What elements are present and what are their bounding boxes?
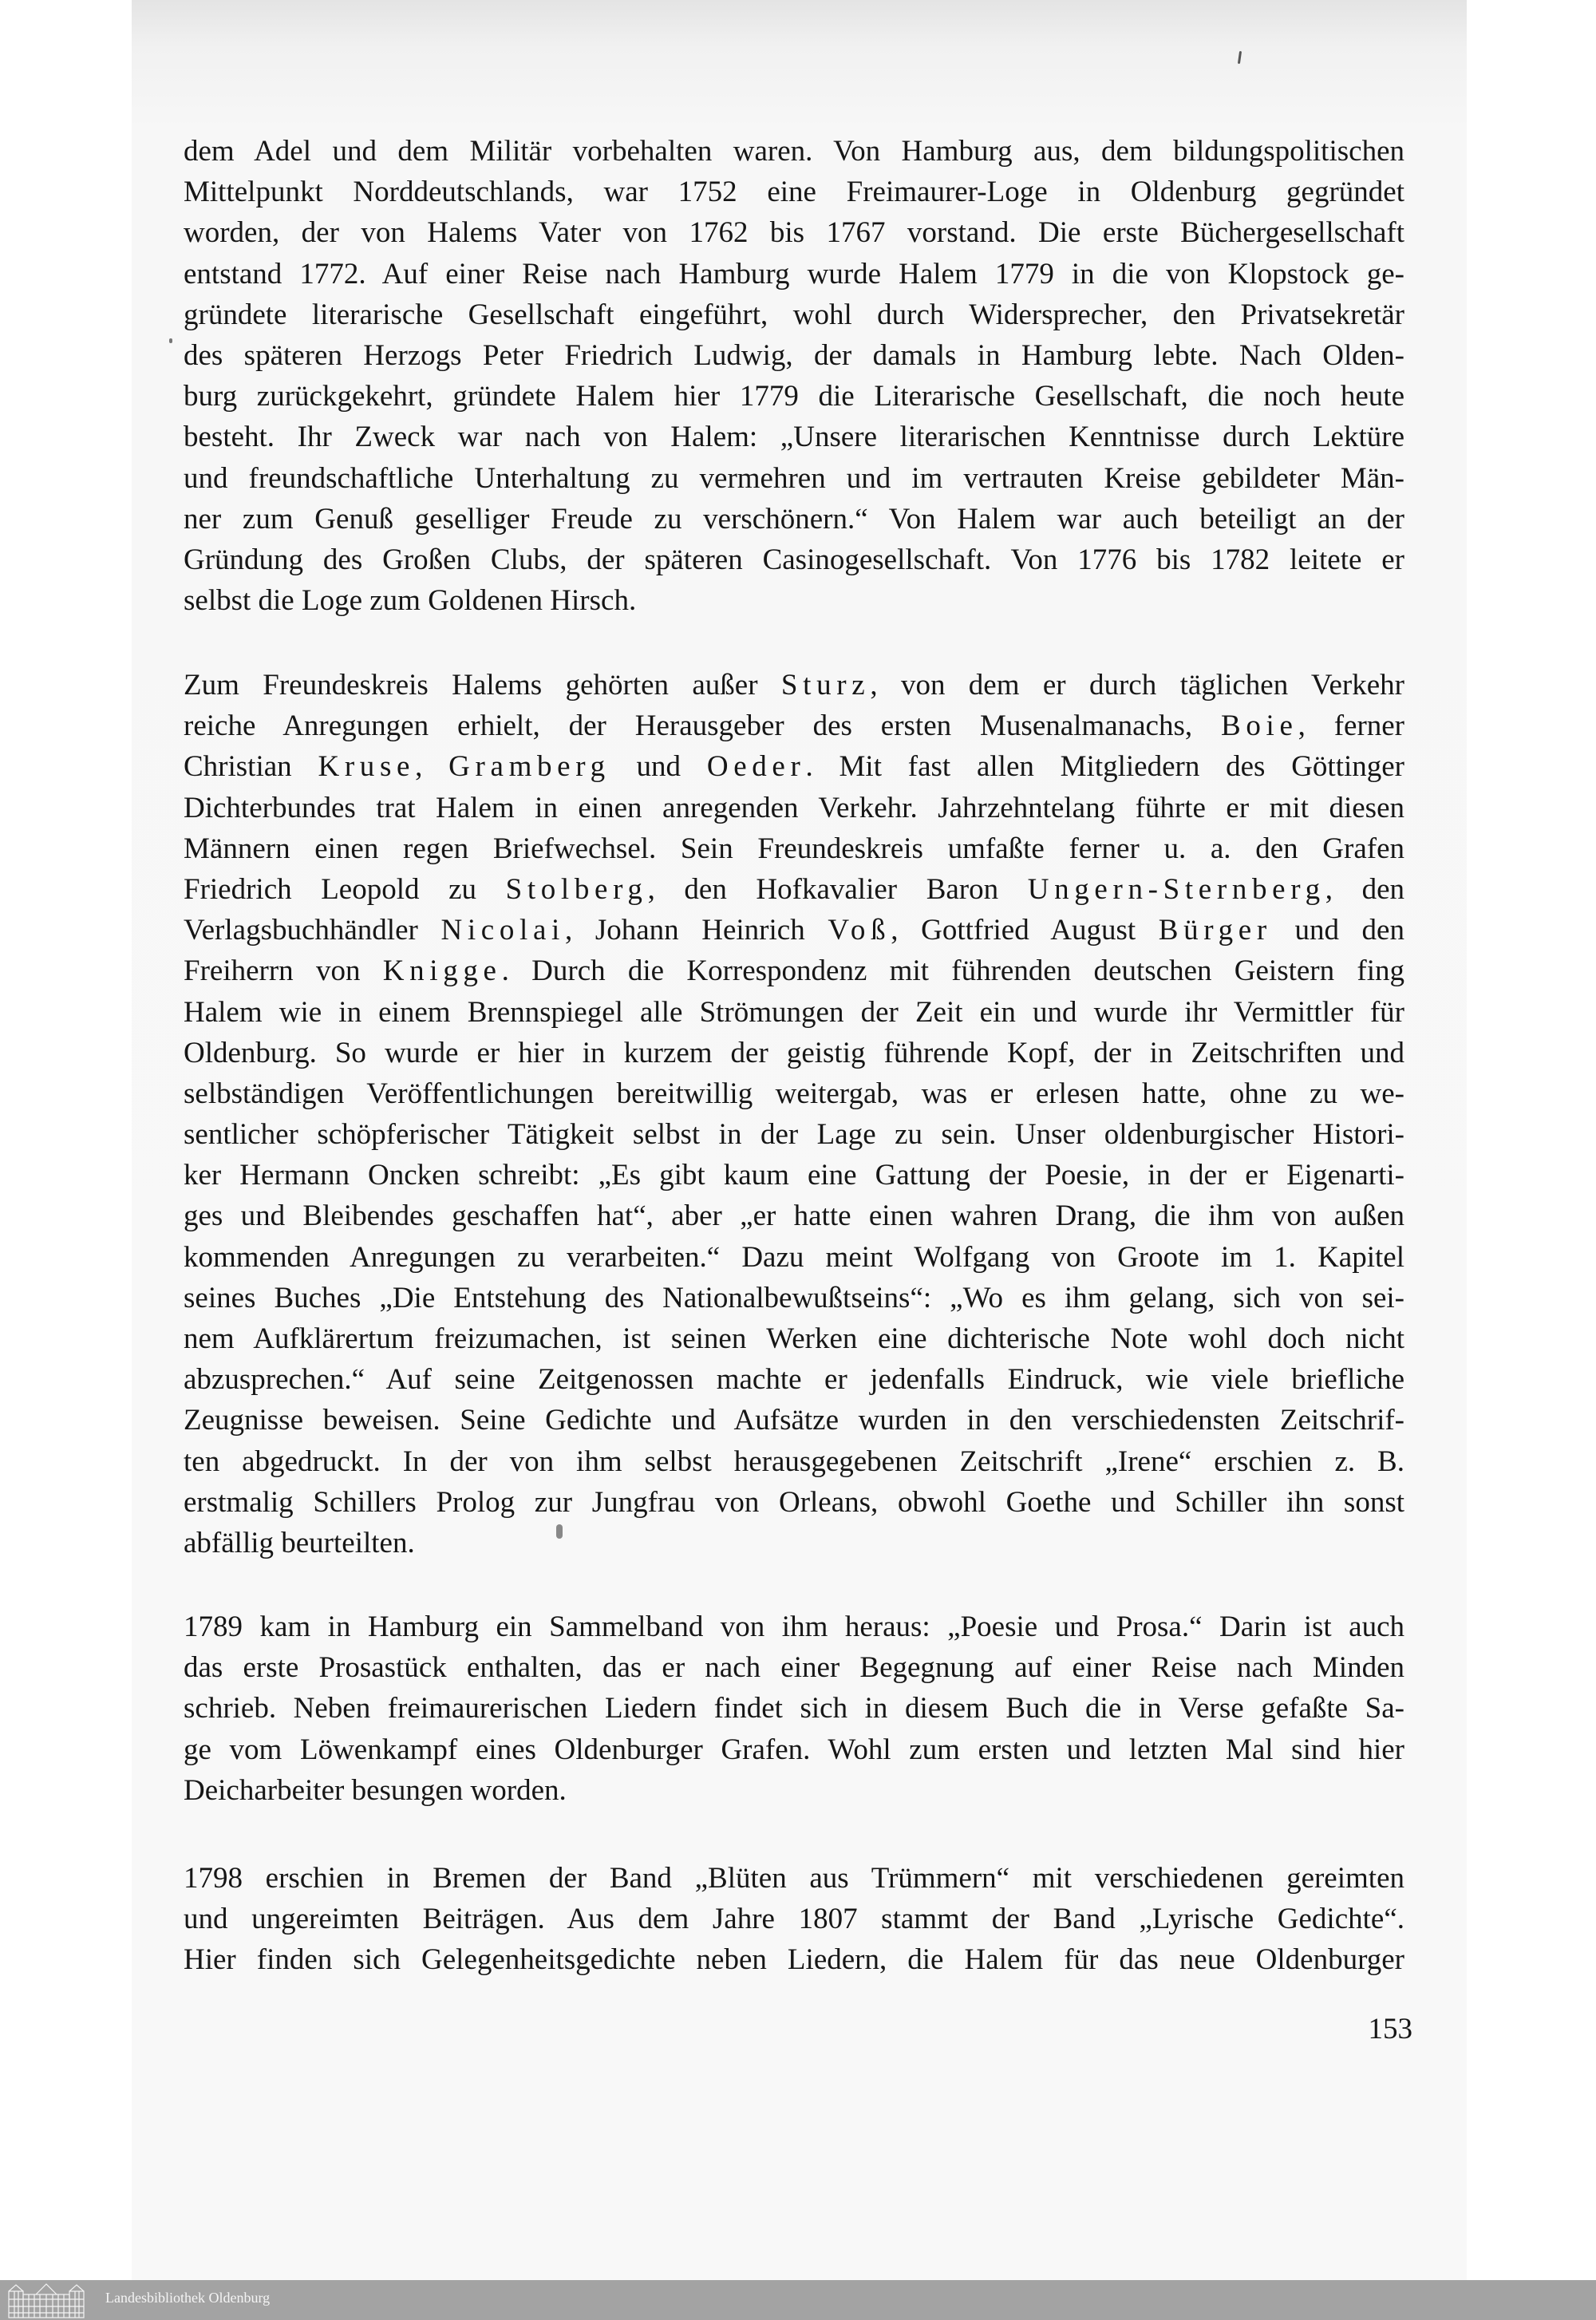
text-run: ten abgedruckt. In der von ihm selbst herausgegebenen Zeitschrift „Irene“ erschien z. B. (184, 1445, 1404, 1478)
spaced-name: Stolberg (505, 872, 648, 906)
text-run: 1798 erschien in Bremen der Band „Blüten aus Trümmern“ mit verschiedenen gereimten (184, 1862, 1404, 1895)
text-line (184, 705, 1404, 746)
text-line (184, 1770, 1404, 1811)
text-line (184, 869, 1404, 910)
text-run: , den Hofkavalier Baron (647, 872, 1028, 906)
text-run: Dichterbundes trat Halem in einen anregenden Verkehr. Jahrzehntelang führte er mit diesen (184, 791, 1404, 824)
text-run: Verlagsbuchhändler (184, 914, 441, 947)
text-line (184, 1607, 1404, 1647)
text-run: Mittelpunkt Norddeutschlands, war 1752 eine Freimaurer-Loge in Oldenburg gegründet (184, 176, 1404, 209)
text-line (184, 1441, 1404, 1482)
paragraph (184, 1607, 1404, 1811)
text-line (184, 1073, 1404, 1114)
text-line (184, 1278, 1404, 1318)
text-run: dem Adel und dem Militär vorbehalten waren. Von Hamburg aus, dem bildungspolitischen (184, 135, 1404, 168)
text-run: , ferner (1298, 709, 1405, 743)
text-run: , den (1325, 872, 1404, 906)
spaced-name: Bürger (1158, 914, 1272, 947)
text-line (184, 1939, 1404, 1980)
text-line (184, 1155, 1404, 1196)
text-run: erstmalig Schillers Prolog zur Jungfrau von Orleans, obwohl Goethe und Schiller ihn sonst (184, 1485, 1404, 1519)
text-line (184, 1400, 1404, 1441)
text-run: sentlicher schöpferischer Tätigkeit selbst in der Lage zu sein. Unser oldenburgischer Histori- (184, 1118, 1404, 1152)
text-line (184, 1858, 1404, 1899)
text-run: besteht. Ihr Zweck war nach von Halem: „Unsere literarischen Kenntnisse durch Lektüre (184, 421, 1404, 454)
text-run: seines Buches „Die Entstehung des Nationalbewußtseins“: „Wo es ihm gelang, sich von sei- (184, 1281, 1404, 1314)
paragraph (184, 131, 1404, 621)
text-run: Christian (184, 750, 318, 784)
text-run: des späteren Herzogs Peter Friedrich Ludwig, der damals in Hamburg lebte. Nach Olden- (184, 338, 1404, 372)
text-line (184, 212, 1404, 253)
text-run: burg zurückgekehrt, gründete Halem hier 1779 die Literarische Gesellschaft, die noch heute (184, 380, 1404, 413)
text-run: 1789 kam in Hamburg ein Sammelband von ihm heraus: „Poesie und Prosa.“ Darin ist auch (184, 1611, 1404, 1643)
text-run: kommenden Anregungen zu verarbeiten.“ Dazu meint Wolfgang von Groote im 1. Kapitel (184, 1240, 1404, 1274)
scan-artifact (556, 1524, 563, 1539)
text-line (184, 788, 1404, 828)
page-number: 153 (1368, 2013, 1412, 2045)
text-line (184, 294, 1404, 335)
text-line (184, 1647, 1404, 1688)
text-line (184, 992, 1404, 1033)
text-line (184, 1729, 1404, 1770)
text-run: selbständigen Veröffentlichungen bereitwillig weitergab, was er erlesen hatte, ohne zu we- (184, 1077, 1404, 1110)
text-run: und (610, 750, 707, 784)
text-run: schrieb. Neben freimaurerischen Liedern findet sich in diesem Buch die in Verse gefaßte Sa- (184, 1692, 1404, 1725)
library-building-icon (6, 2282, 86, 2318)
text-line (184, 1482, 1404, 1523)
text-run: , Gottfried August (891, 914, 1159, 947)
text-run: , von dem er durch täglichen Verkehr (870, 669, 1405, 702)
text-line (184, 539, 1404, 580)
text-line (184, 951, 1404, 991)
text-line (184, 665, 1404, 705)
spaced-name: Oeder (706, 750, 806, 784)
spaced-name: Ungern-Sternberg (1027, 872, 1325, 906)
text-run: ges und Bleibendes geschaffen hat“, aber „er hatte einen wahren Drang, die ihm von außen (184, 1200, 1404, 1233)
text-run: Deicharbeiter besungen worden. (184, 1773, 567, 1807)
text-line (184, 910, 1404, 951)
library-name: Landesbibliothek Oldenburg (105, 2290, 271, 2306)
text-line (184, 1688, 1404, 1729)
text-run: . Durch die Korrespondenz mit führenden deutschen Geistern fing (501, 954, 1405, 988)
spaced-name: Nicolai (440, 914, 565, 947)
text-line (184, 417, 1404, 457)
text-run: . Mit fast allen Mitgliedern des Göttinger (805, 750, 1405, 784)
text-line (184, 1237, 1404, 1278)
text-line (184, 828, 1404, 869)
text-run: worden, der von Halems Vater von 1762 bis 1767 vorstand. Die erste Büchergesellschaft (184, 216, 1404, 250)
text-run: Oldenburg. So wurde er hier in kurzem der geistig führende Kopf, der in Zeitschriften und (184, 1036, 1404, 1069)
spaced-name: Boie (1221, 709, 1298, 743)
text-run: ker Hermann Oncken schreibt: „Es gibt kaum eine Gattung der Poesie, in der er Eigenarti- (184, 1159, 1404, 1192)
text-line (184, 1196, 1404, 1236)
text-line (184, 1359, 1404, 1400)
scan-artifact (169, 338, 172, 343)
text-line (184, 1899, 1404, 1939)
text-run: und ungereimten Beiträgen. Aus dem Jahre 1807 stammt der Band „Lyrische Gedichte“. (184, 1903, 1404, 1936)
text-run: ge vom Löwenkampf eines Oldenburger Grafen. Wohl zum ersten und letzten Mal sind hier (184, 1733, 1404, 1766)
text-line (184, 172, 1404, 212)
text-run: Männern einen regen Briefwechsel. Sein Freundeskreis umfaßte ferner u. a. den Grafen (184, 832, 1404, 865)
text-run: Zeugnisse beweisen. Seine Gedichte und Aufsätze wurden in den verschiedensten Zeitschrif- (184, 1404, 1404, 1437)
text-run: nem Aufklärertum freizumachen, ist seinen Werken eine dichterische Note wohl doch nicht (184, 1322, 1404, 1355)
text-run: , (415, 750, 449, 784)
text-line (184, 131, 1404, 172)
text-run: das erste Prosastück enthalten, das er nach einer Begegnung auf einer Reise nach Minden (184, 1651, 1404, 1685)
spaced-name: Sturz (780, 669, 871, 702)
text-line (184, 746, 1404, 787)
spaced-name: Voß (828, 914, 891, 947)
text-run: abzusprechen.“ Auf seine Zeitgenossen machte er jedenfalls Eindruck, wie viele briefliche (184, 1363, 1404, 1397)
text-run: Hier finden sich Gelegenheitsgedichte neben Liedern, die Halem für das neue Oldenburger (184, 1943, 1404, 1977)
text-run: Halem wie in einem Brennspiegel alle Strömungen der Zeit ein und wurde ihr Vermittler für (184, 995, 1404, 1029)
text-run: Zum Freundeskreis Halems gehörten außer (184, 669, 781, 702)
text-run: Friedrich Leopold zu (184, 872, 506, 906)
text-line (184, 499, 1404, 539)
text-run: entstand 1772. Auf einer Reise nach Hamburg wurde Halem 1779 in die von Klopstock ge- (184, 257, 1404, 290)
text-line (184, 335, 1404, 376)
text-run: Gründung des Großen Clubs, der späteren Casinogesellschaft. Von 1776 bis 1782 leitete er (184, 543, 1404, 576)
text-run: ner zum Genuß geselliger Freude zu verschönern.“ Von Halem war auch beteiligt an der (184, 502, 1404, 536)
text-run: gründete literarische Gesellschaft eingeführt, wohl durch Widersprecher, den Privatsekretär (184, 298, 1404, 331)
text-run: selbst die Loge zum Goldenen Hirsch. (184, 584, 637, 618)
footer-bar (0, 2280, 1596, 2320)
spaced-name: Gramberg (448, 750, 610, 784)
text-run: Freiherrn von (184, 954, 383, 988)
text-run: und freundschaftliche Unterhaltung zu vermehren und im vertrauten Kreise gebildeter Män- (184, 461, 1404, 495)
spaced-name: Knigge (382, 954, 502, 988)
text-line (184, 580, 1404, 621)
spaced-name: Kruse (318, 750, 416, 784)
text-run: abfällig beurteilten. (184, 1526, 415, 1559)
text-line (184, 1114, 1404, 1155)
paragraph (184, 1858, 1404, 1981)
text-line (184, 1033, 1404, 1073)
text-run: , Johann Heinrich (564, 914, 828, 947)
paragraph (184, 665, 1404, 1563)
text-line (184, 254, 1404, 294)
text-line (184, 1318, 1404, 1359)
text-line (184, 458, 1404, 499)
text-line (184, 1523, 1404, 1563)
text-line (184, 376, 1404, 417)
text-run: und den (1271, 914, 1404, 947)
text-run: reiche Anregungen erhielt, der Herausgeber des ersten Musenalmanachs, (184, 709, 1222, 743)
